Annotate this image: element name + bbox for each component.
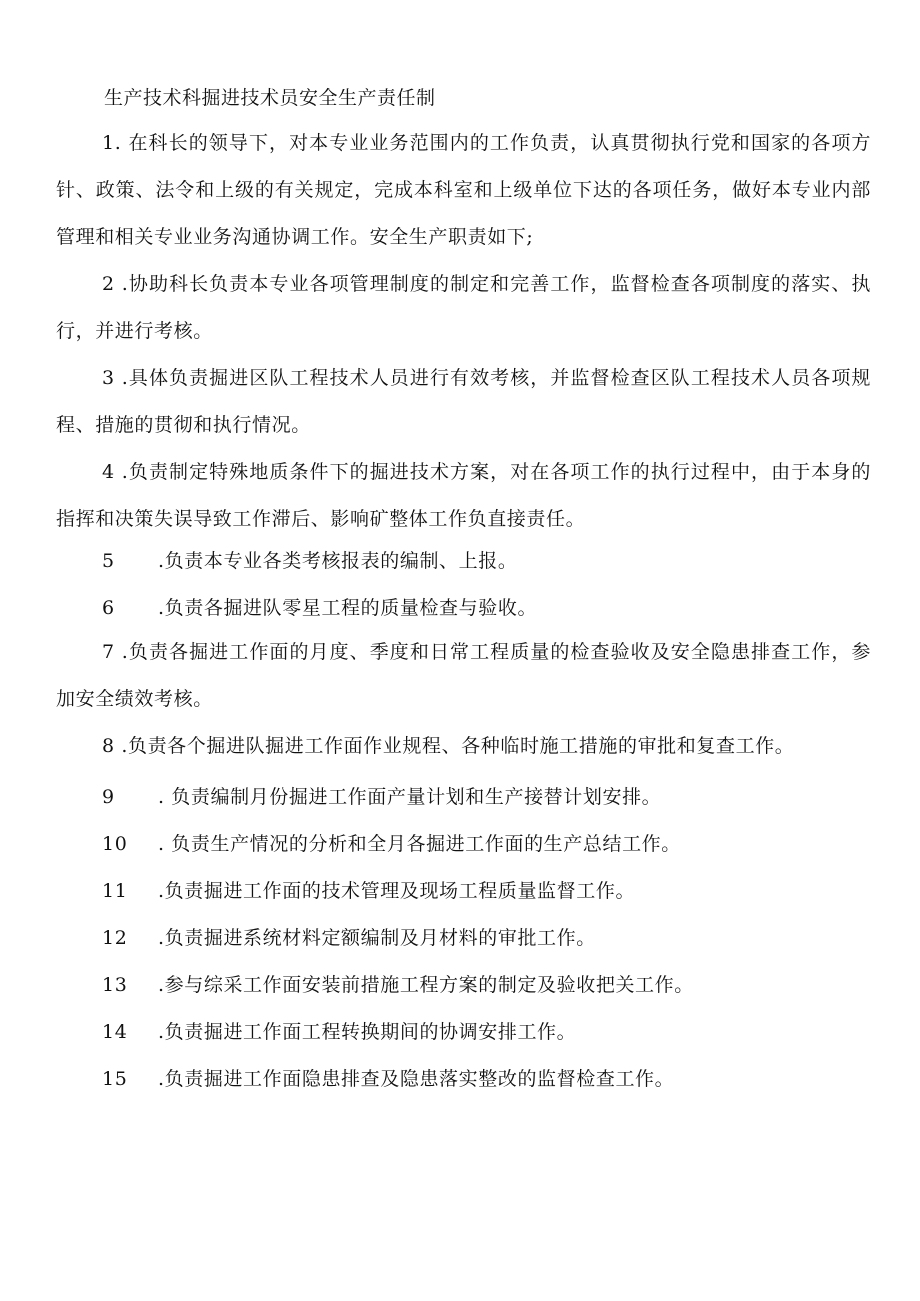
list-item-number: 11	[102, 880, 128, 902]
list-item-5	[102, 547, 517, 575]
list-item-13	[102, 971, 694, 999]
list-item-11	[102, 877, 635, 905]
list-item-number: 12	[102, 927, 128, 949]
list-item-number: 13	[102, 974, 128, 996]
list-item-10	[102, 830, 681, 858]
paragraph-1: 1. 在科长的领导下，对本专业业务范围内的工作负责，认真贯彻执行党和国家的各项方针、政策、法令和上级的有关规定，完成本科室和上级单位下达的各项任务，做好本专业内部管理和相关专业业务沟通协调工作。安全生产职责如下;	[56, 132, 871, 248]
list-item-number: 6	[102, 597, 115, 619]
list-item-14	[102, 1018, 576, 1046]
list-item-text: .负责各掘进队零星工程的质量检查与验收。	[158, 597, 538, 619]
list-item-12	[102, 924, 596, 952]
list-item-text: . 负责生产情况的分析和全月各掘进工作面的生产总结工作。	[158, 833, 681, 855]
list-item-number: 15	[102, 1068, 128, 1090]
paragraph-3: 3 .具体负责掘进区队工程技术人员进行有效考核，并监督检查区队工程技术人员各项规程、措施的贯彻和执行情况。	[56, 367, 871, 436]
list-item-15	[102, 1065, 674, 1093]
list-item-number: 10	[102, 833, 128, 855]
list-item-text: .负责掘进工作面工程转换期间的协调安排工作。	[158, 1021, 577, 1043]
list-item-text: .负责掘进工作面隐患排查及隐患落实整改的监督检查工作。	[158, 1068, 675, 1090]
list-item-number: 9	[102, 786, 115, 808]
list-item-text: .负责掘进系统材料定额编制及月材料的审批工作。	[158, 927, 596, 949]
list-item-text: .负责掘进工作面的技术管理及现场工程质量监督工作。	[158, 880, 636, 902]
list-item-number: 14	[102, 1021, 128, 1043]
list-item-text: .负责本专业各类考核报表的编制、上报。	[158, 550, 518, 572]
list-item-text: .参与综采工作面安装前措施工程方案的制定及验收把关工作。	[158, 974, 694, 996]
list-item-6	[102, 594, 537, 622]
list-item-9	[102, 783, 661, 811]
list-item-text: . 负责编制月份掘进工作面产量计划和生产接替计划安排。	[158, 786, 662, 808]
paragraph-8: 8 .负责各个掘进队掘进工作面作业规程、各种临时施工措施的审批和复查工作。	[102, 735, 795, 757]
document-title: 生产技术科掘进技术员安全生产责任制	[104, 87, 436, 109]
paragraph-4: 4 .负责制定特殊地质条件下的掘进技术方案，对在各项工作的执行过程中，由于本身的指挥和决策失误导致工作滞后、影响矿整体工作负直接责任。	[56, 461, 871, 530]
list-item-number: 5	[102, 550, 115, 572]
paragraph-2: 2 .协助科长负责本专业各项管理制度的制定和完善工作，监督检查各项制度的落实、执行，并进行考核。	[56, 273, 871, 342]
paragraph-7: 7 .负责各掘进工作面的月度、季度和日常工程质量的检查验收及安全隐患排查工作，参加安全绩效考核。	[56, 641, 871, 710]
